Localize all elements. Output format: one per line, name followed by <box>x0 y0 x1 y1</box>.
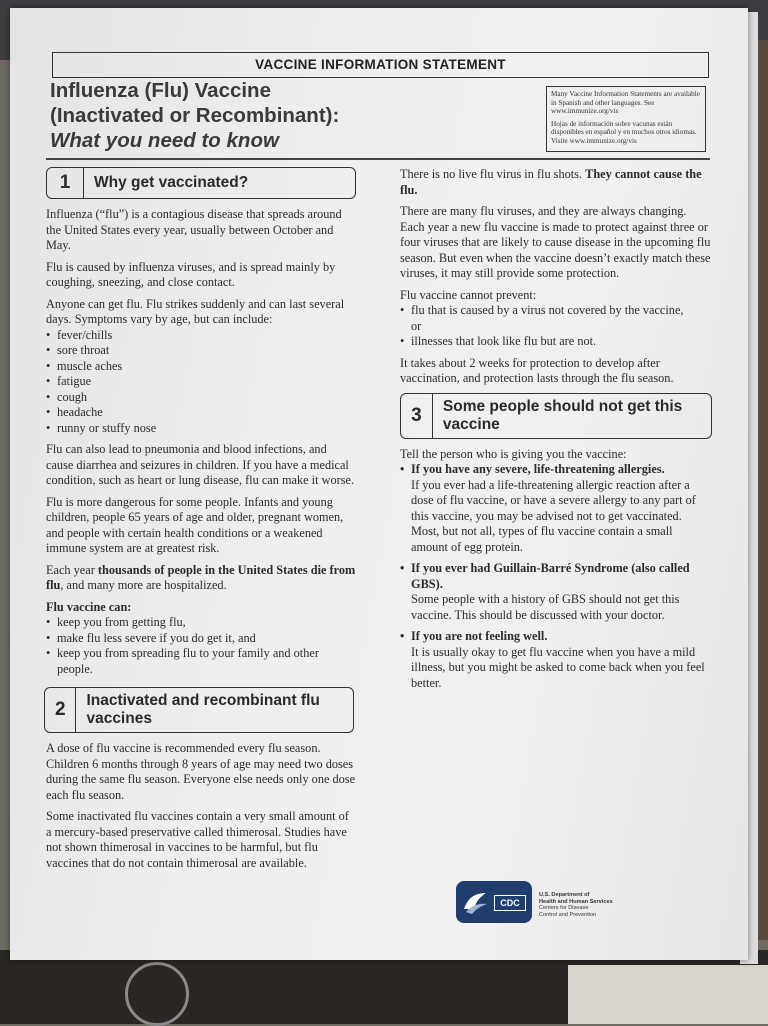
list-item: • illnesses that look like flu but are not. <box>400 334 712 350</box>
section-1-header <box>46 167 356 199</box>
paragraph: Influenza (“flu”) is a contagious disease that spreads around the United States every year, usually between October and May. <box>46 207 342 252</box>
cdc-logo <box>456 881 532 923</box>
paragraph: Flu is caused by influenza viruses, and is spread mainly by coughing, sneezing, and close contact. <box>46 259 336 289</box>
language-note-english: Many Vaccine Information Statements are available in Spanish and other languages. See www.immunize.org/vis <box>551 90 700 115</box>
cable-loop <box>125 962 189 1026</box>
subheading: Flu vaccine can: <box>46 599 132 614</box>
section-title: Why get vaccinated? <box>94 174 249 191</box>
language-note-spanish: Hojas de información sobre vacunas están disponibles en español y en muchos otros idiomas. Visite www.immunize.org/vis <box>551 119 697 145</box>
section-3-header <box>400 393 712 439</box>
paragraph: There is no live flu virus in flu shots. They cannot cause the flu. <box>400 167 702 197</box>
paragraph: It takes about 2 weeks for protection to develop after vaccination, and protection lasts through the flu season. <box>400 355 674 385</box>
section-2-header <box>44 687 354 733</box>
list-item: • keep you from spreading flu to your family and other people. <box>46 646 356 677</box>
right-column <box>400 167 712 697</box>
subheading: Flu vaccine cannot prevent: <box>400 287 537 302</box>
document-title <box>50 78 339 153</box>
list-item: • sore throat <box>46 343 356 359</box>
cdc-wordmark: CDC <box>494 895 526 911</box>
section-number: 2 <box>45 688 76 732</box>
list-item: • runny or stuffy nose <box>46 421 356 437</box>
symptom-list <box>46 328 356 437</box>
left-column <box>46 167 356 877</box>
language-availability-box <box>546 86 706 152</box>
list-item: • flu that is caused by a virus not covered by the vaccine, or <box>400 303 712 334</box>
hhs-org-text: U.S. Department of Health and Human Services Centers for Disease Control and Prevention <box>539 892 613 918</box>
paragraph: Flu can also lead to pneumonia and blood infections, and cause diarrhea and seizures in children. If you have a medical condition, such as heart or lung disease, flu can make it worse. <box>46 442 355 487</box>
precaution-item: • If you are not feeling well. It is usually okay to get flu vaccine when you have a mild illness, but you might be asked to come back when you feel better. <box>400 629 712 691</box>
statement-banner: VACCINE INFORMATION STATEMENT <box>52 52 709 78</box>
section-number: 3 <box>401 394 433 438</box>
paragraph: Flu is more dangerous for some people. Infants and young children, people 65 years of age and older, pregnant women, and people with certain health conditions or a weakened immune system are at greatest risk. <box>46 494 344 555</box>
list-item: • headache <box>46 405 356 421</box>
paragraph: A dose of flu vaccine is recommended every flu season. Children 6 months through 8 years of age may need two doses during the same flu season. Everyone else needs only one dose each flu season. <box>46 741 356 802</box>
section-number: 1 <box>47 168 84 198</box>
list-item: • muscle aches <box>46 359 356 375</box>
title-line-1: Influenza (Flu) Vaccine <box>50 79 271 102</box>
paragraph: Each year thousands of people in the United States die from flu, and many more are hospitalized. <box>46 562 356 592</box>
list-item: • fatigue <box>46 374 356 390</box>
paragraph: Anyone can get flu. Flu strikes suddenly and can last several days. Symptoms vary by age, but can include: <box>46 296 345 326</box>
precaution-item: • If you have any severe, life-threatening allergies. If you ever had a life-threatening allergic reaction after a dose of flu vaccine, or have a severe allergy to any part of this vaccine, you may be advised not to get vaccinated. Most, but not all, types of flu vaccine contain a small amount of egg protein. <box>400 462 712 555</box>
list-item: • fever/chills <box>46 328 356 344</box>
section-title: Some people should not get this vaccine <box>442 397 683 433</box>
precaution-item: • If you ever had Guillain-Barré Syndrome (also called GBS). Some people with a history of GBS should not get this vaccine. This should be discussed with your doctor. <box>400 561 712 623</box>
section-title: Inactivated and recombinant flu vaccines <box>86 692 320 727</box>
title-line-3: What you need to know <box>50 129 279 152</box>
vaccine-benefits-list <box>46 615 356 677</box>
title-line-2: (Inactivated or Recombinant): <box>50 104 340 127</box>
hhs-eagle-icon <box>460 887 490 917</box>
header-divider <box>46 158 710 160</box>
background-floor <box>568 965 768 1024</box>
list-item: • keep you from getting flu, <box>46 615 356 631</box>
cannot-prevent-list <box>400 303 712 350</box>
paragraph: Tell the person who is giving you the vaccine: <box>400 446 627 461</box>
paragraph: There are many flu viruses, and they are always changing. Each year a new flu vaccine is made to protect against three or four viruses that are likely to cause disease in the upcoming flu season. But even when the vaccine doesn’t exactly match these viruses, it may still provide some protection. <box>400 204 711 280</box>
paragraph: Some inactivated flu vaccines contain a very small amount of a mercury-based preservative called thimerosal. Studies have not shown thimerosal in vaccines to be harmful, but flu vaccines that do not contain thimerosal are available. <box>46 809 349 870</box>
document-page <box>10 8 748 960</box>
list-item: • cough <box>46 390 356 406</box>
list-item: • make flu less severe if you do get it, and <box>46 631 356 647</box>
